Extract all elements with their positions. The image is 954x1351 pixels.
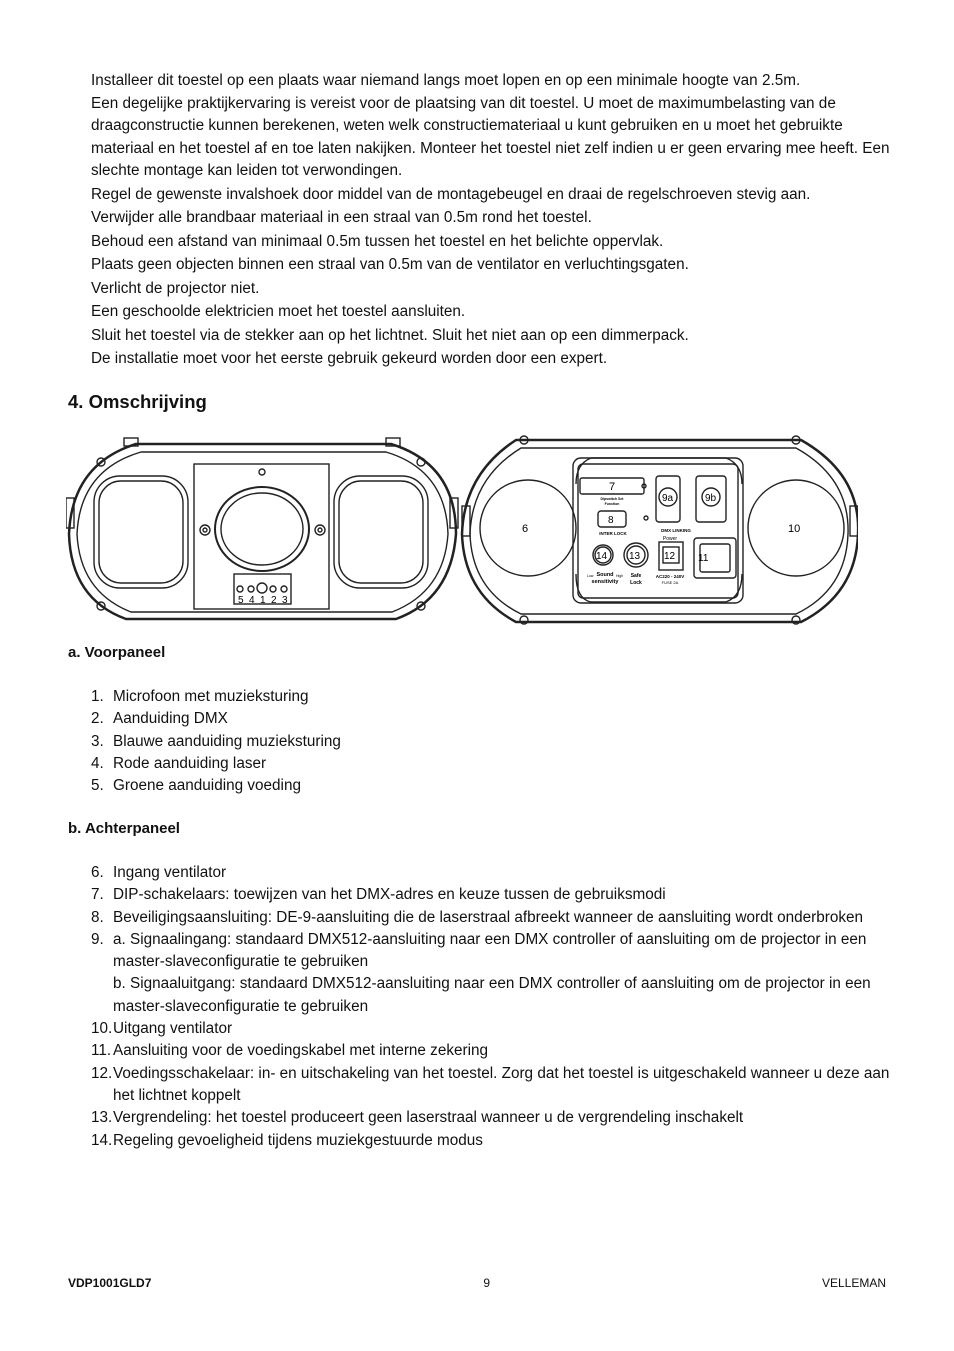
safe-caption: Safe: [630, 573, 642, 579]
item-number: 10.: [91, 1020, 113, 1038]
item-number: [91, 973, 113, 1018]
list-item: [91, 1040, 891, 1062]
rear-label-12: 12: [664, 551, 676, 562]
rear-panel-title: b. Achterpaneel: [68, 820, 180, 837]
high-caption: High: [616, 574, 624, 578]
item-text: Voedingsschakelaar: in- en uitschakeling van het toestel. Zorg dat het toestel is uitgeschakeld wanneer u deze aan het lichtnet koppelt: [113, 1064, 890, 1104]
intro-line: Behoud een afstand van minimaal 0.5m tussen het toestel en het belichte oppervlak.: [91, 232, 664, 250]
intro-line: Installeer dit toestel op een plaats waar niemand langs moet lopen en op een minimale hoogte van 2.5m.: [91, 72, 801, 89]
rear-label-10: 10: [788, 523, 801, 535]
item-number: 4.: [91, 754, 104, 772]
section-title: 4. Omschrijving: [68, 391, 207, 412]
list-item: [91, 1018, 891, 1040]
list-item: [91, 884, 891, 906]
list-item: [91, 929, 891, 974]
item-text: Aanduiding DMX: [113, 710, 228, 728]
list-item: [91, 1063, 891, 1108]
rear-label-9a: 9a: [662, 493, 674, 504]
list-item: [91, 731, 891, 753]
intro-line: De installatie moet voor het eerste gebruik gekeurd worden door een expert.: [91, 350, 608, 367]
item-number: 9.: [91, 930, 104, 948]
footer-model: VDP1001GLD7: [68, 1276, 152, 1290]
footer-page-number: 9: [483, 1276, 491, 1290]
intro-line: Een degelijke praktijkervaring is vereist voor de plaatsing van dit toestel. U moet de maximumbelasting van de draagconstructie kunnen berekenen, weten welk constructiemateriaal u kunt gebruiken en u moet het gebruikte materiaal en het toestel af en toe laten nakijken. Monteer het toestel niet zelf indien u er geen ervaring mee heeft. Een slechte montage kan leiden tot verwondingen.: [91, 94, 890, 179]
item-text: Microfoon met muzieksturing: [113, 688, 309, 705]
item-number: 1.: [91, 688, 104, 705]
front-panel-title: a. Voorpaneel: [68, 644, 166, 661]
lock-caption: Lock: [630, 580, 642, 586]
item-number: 14.: [91, 1131, 113, 1149]
item-text: Blauwe aanduiding muzieksturing: [113, 732, 341, 750]
item-number: 3.: [91, 732, 104, 750]
intro-line: Verwijder alle brandbaar materiaal in een straal van 0.5m rond het toestel.: [91, 209, 592, 226]
front-label-3: 3: [282, 595, 288, 606]
sound-caption: Sound: [596, 572, 614, 578]
list-item: [91, 907, 891, 929]
dip-caption: Function: [604, 502, 620, 506]
item-number: 8.: [91, 908, 104, 926]
list-item: [91, 1130, 891, 1152]
item-text: Aansluiting voor de voedingskabel met interne zekering: [113, 1042, 488, 1060]
intro-line: Plaats geen objecten binnen een straal van 0.5m van de ventilator en verluchtingsgaten.: [91, 256, 689, 273]
item-text: Vergrendeling: het toestel produceert geen laserstraal wanneer u de vergrendeling inschakelt: [113, 1109, 744, 1127]
list-item: [91, 862, 891, 884]
intro-line: Sluit het toestel via de stekker aan op het lichtnet. Sluit het niet aan op een dimmerpack.: [91, 326, 689, 344]
item-number: 2.: [91, 710, 104, 728]
rear-label-9b: 9b: [705, 493, 717, 504]
rear-label-7: 7: [609, 481, 616, 493]
intro-line: Regel de gewenste invalshoek door middel van de montagebeugel en draai de regelschroeven stevig aan.: [91, 185, 811, 203]
item-text: Ingang ventilator: [113, 864, 227, 881]
device-figure: [66, 434, 858, 626]
device-drawing: [66, 434, 858, 626]
item-text: a. Signaalingang: standaard DMX512-aansluiting naar een DMX controller of aansluiting om de projector in een master-slaveconfiguratie te gebruiken: [113, 930, 867, 971]
item-number: 12.: [91, 1064, 113, 1082]
dip-caption: Dipswitch Set: [600, 497, 624, 501]
intro-instructions: [91, 70, 891, 371]
rear-label-11: 11: [698, 553, 709, 564]
sensitivity-caption: sensitivity: [591, 579, 619, 585]
front-label-1: 1: [260, 595, 266, 606]
list-item: [91, 775, 891, 797]
item-text: Rode aanduiding laser: [113, 754, 267, 772]
intro-line: Verlicht de projector niet.: [91, 279, 260, 297]
item-text: b. Signaaluitgang: standaard DMX512-aansluiting naar een DMX controller of aansluiting om de projector in een master-slaveconfiguratie te gebruiken: [113, 975, 871, 1015]
voltage-caption: AC220 - 240V: [655, 574, 685, 579]
footer-brand: VELLEMAN: [821, 1276, 886, 1290]
intro-line: Een geschoolde elektricien moet het toestel aansluiten.: [91, 303, 466, 320]
item-number: 13.: [91, 1109, 113, 1127]
front-view: [66, 438, 458, 619]
front-label-2: 2: [271, 595, 277, 606]
list-item: [91, 1107, 891, 1129]
rear-label-8: 8: [608, 515, 614, 526]
page-footer: [68, 1276, 886, 1290]
interlock-caption: INTER LOCK: [599, 531, 627, 536]
item-text: Groene aanduiding voeding: [113, 777, 301, 795]
item-number: 11.: [91, 1042, 112, 1060]
rear-panel-list: [91, 862, 891, 1152]
rear-label-6: 6: [522, 523, 529, 535]
list-item: [91, 753, 891, 775]
item-number: 5.: [91, 777, 104, 795]
list-item: [91, 708, 891, 730]
list-item: [91, 973, 891, 1018]
low-caption: Low: [587, 574, 594, 578]
fuse-caption: FUSE 2A: [661, 580, 679, 585]
item-text: Uitgang ventilator: [113, 1020, 233, 1038]
list-item: [91, 686, 891, 708]
power-caption: Power: [662, 536, 678, 542]
rear-label-13: 13: [629, 551, 641, 562]
front-label-5: 5: [238, 595, 244, 606]
item-text: DIP-schakelaars: toewijzen van het DMX-adres en keuze tussen de gebruiksmodi: [113, 886, 666, 904]
item-text: Regeling gevoeligheid tijdens muziekgestuurde modus: [113, 1131, 483, 1149]
item-number: 6.: [91, 864, 104, 881]
rear-label-14: 14: [596, 551, 608, 562]
item-number: 7.: [91, 886, 104, 904]
dmx-linking-caption: DMX LINKING: [661, 528, 691, 533]
front-panel-list: [91, 686, 891, 797]
front-label-4: 4: [249, 595, 255, 606]
item-text: Beveiligingsaansluiting: DE-9-aansluiting die de laserstraal afbreekt wanneer de aansluiting wordt onderbroken: [113, 908, 863, 926]
